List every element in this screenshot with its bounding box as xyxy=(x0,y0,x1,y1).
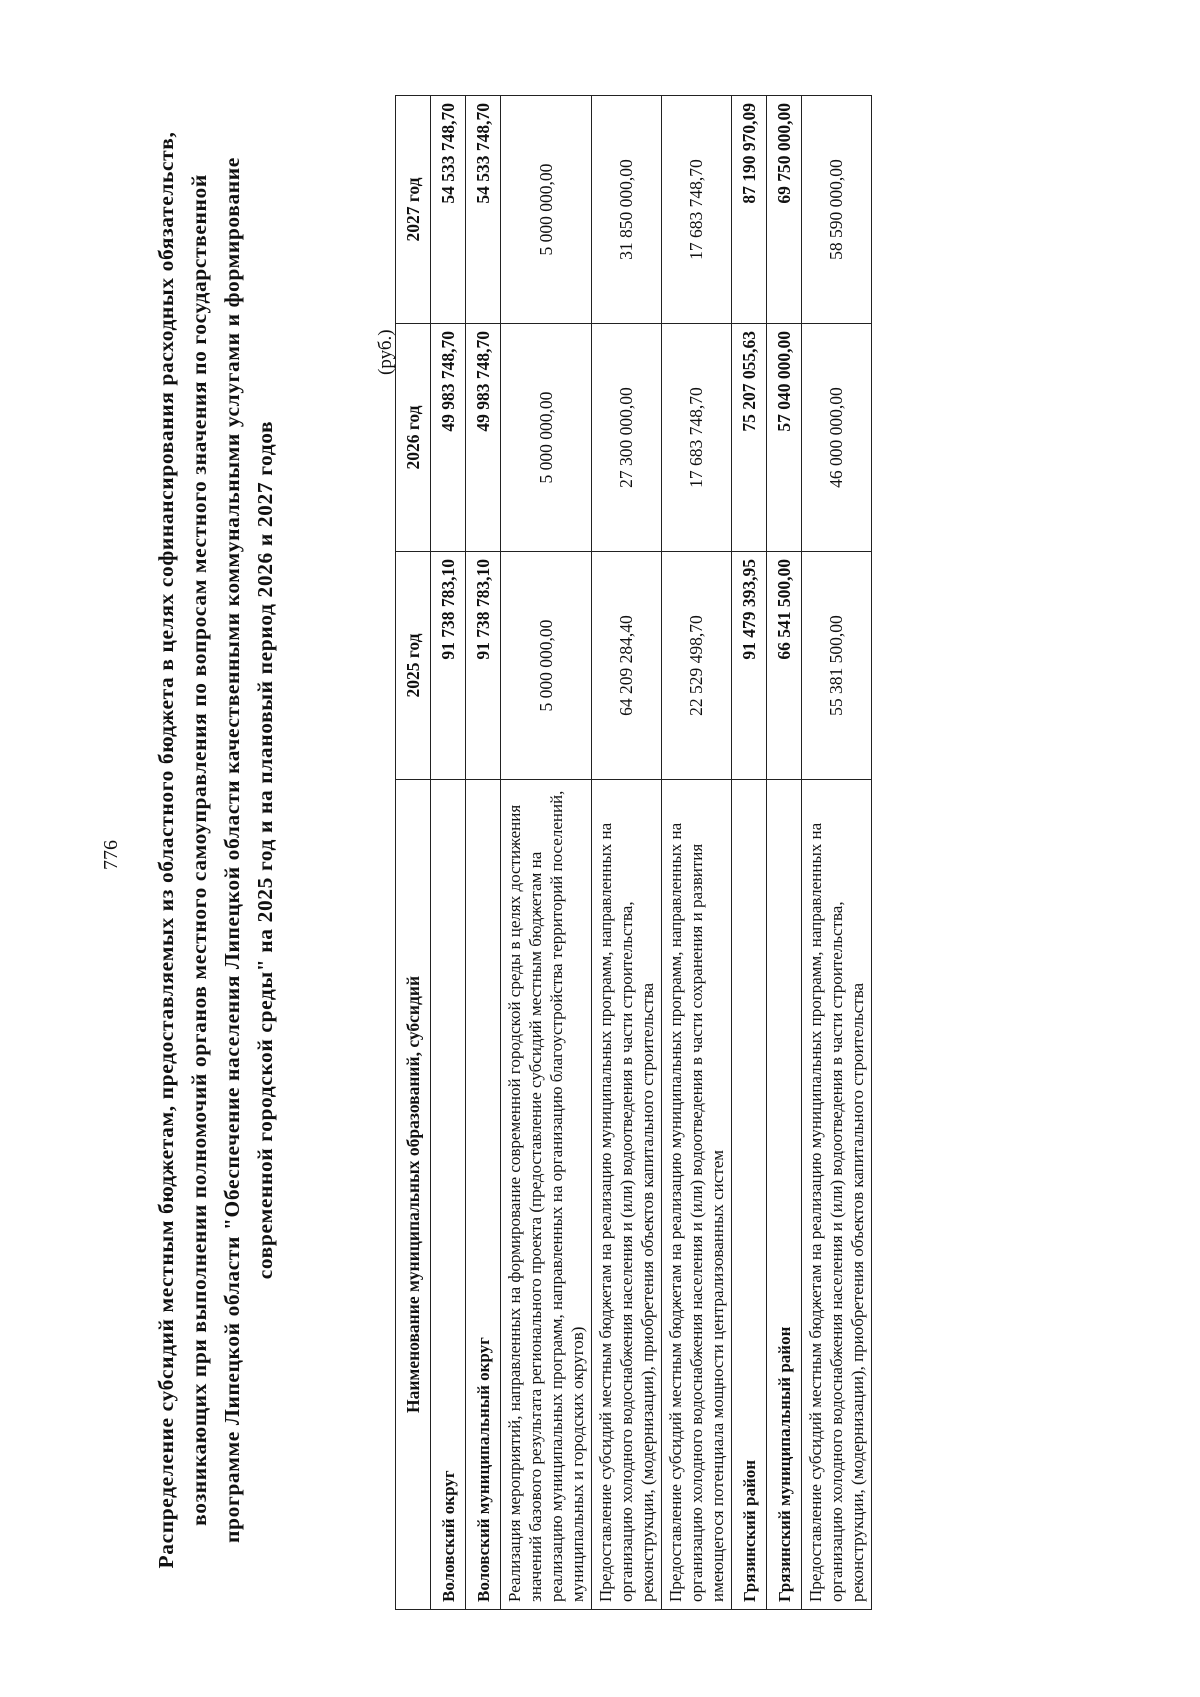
header-name: Наименование муниципальных образований, субсидий xyxy=(396,780,431,1610)
table-row xyxy=(431,96,466,1610)
row-value-2026: 75 207 055,63 xyxy=(732,324,767,552)
row-name: Воловский муниципальный округ xyxy=(466,780,501,1610)
row-value-2026: 27 300 000,00 xyxy=(592,324,662,552)
row-value-2027: 5 000 000,00 xyxy=(501,96,592,324)
row-value-2025: 5 000 000,00 xyxy=(501,552,592,780)
row-name: Воловский округ xyxy=(431,780,466,1610)
row-value-2027: 31 850 000,00 xyxy=(592,96,662,324)
row-value-2025: 55 381 500,00 xyxy=(802,552,872,780)
row-value-2027: 54 533 748,70 xyxy=(466,96,501,324)
row-value-2027: 69 750 000,00 xyxy=(767,96,802,324)
document-title: Распределение субсидий местным бюджетам, предоставляемых из областного бюджета в целях софинансирования расходных обязательств, возникающих при выполнении полномочий органов местного самоуправления по вопросам местного значения по государственной программе Липецкой области "Обеспечение населения Липецкой области качественными коммунальными услугами и формирование современной городской среды" на 2025 год и на плановый период 2026 и 2027 годов xyxy=(154,131,277,1569)
row-value-2025: 91 738 783,10 xyxy=(431,552,466,780)
table-row xyxy=(592,96,662,1610)
row-value-2026: 49 983 748,70 xyxy=(466,324,501,552)
table-row xyxy=(501,96,592,1610)
row-value-2025: 91 738 783,10 xyxy=(466,552,501,780)
table-row xyxy=(662,96,732,1610)
row-name: Грязинский район xyxy=(732,780,767,1610)
row-value-2027: 87 190 970,09 xyxy=(732,96,767,324)
row-value-2025: 91 479 393,95 xyxy=(732,552,767,780)
header-2025: 2025 год xyxy=(396,552,431,780)
unit-label: (руб.) xyxy=(375,329,396,375)
row-value-2026: 49 983 748,70 xyxy=(431,324,466,552)
page-number: 776 xyxy=(100,840,122,870)
row-value-2027: 17 683 748,70 xyxy=(662,96,732,324)
row-value-2027: 54 533 748,70 xyxy=(431,96,466,324)
header-2027: 2027 год xyxy=(396,96,431,324)
landscape-page xyxy=(40,40,1160,1660)
table-row xyxy=(466,96,501,1610)
row-value-2027: 58 590 000,00 xyxy=(802,96,872,324)
row-value-2025: 66 541 500,00 xyxy=(767,552,802,780)
row-value-2025: 64 209 284,40 xyxy=(592,552,662,780)
table-row xyxy=(732,96,767,1610)
row-name: Реализация мероприятий, направленных на формирование современной городской среды в целях достижения значений базового результата регионального проекта (предоставление субсидий местным бюджетам на реализацию муниципальных программ, направленных на организацию благоустройства территорий поселений, муниципальных и городских округов) xyxy=(501,780,592,1610)
row-value-2026: 5 000 000,00 xyxy=(501,324,592,552)
row-value-2026: 46 000 000,00 xyxy=(802,324,872,552)
table-header-row xyxy=(396,96,431,1610)
row-value-2025: 22 529 498,70 xyxy=(662,552,732,780)
row-name: Предоставление субсидий местным бюджетам на реализацию муниципальных программ, направленных на организацию холодного водоснабжения населения и (или) водоотведения в части строительства, реконструкции, (модернизации), приобретения объектов капитального строительства xyxy=(592,780,662,1610)
row-name: Предоставление субсидий местным бюджетам на реализацию муниципальных программ, направленных на организацию холодного водоснабжения населения и (или) водоотведения в части строительства, реконструкции, (модернизации), приобретения объектов капитального строительства xyxy=(802,780,872,1610)
row-value-2026: 57 040 000,00 xyxy=(767,324,802,552)
table-row xyxy=(767,96,802,1610)
table-row xyxy=(802,96,872,1610)
header-2026: 2026 год xyxy=(396,324,431,552)
row-name: Грязинский муниципальный район xyxy=(767,780,802,1610)
row-value-2026: 17 683 748,70 xyxy=(662,324,732,552)
subsidy-table xyxy=(395,95,872,1610)
row-name: Предоставление субсидий местным бюджетам на реализацию муниципальных программ, направленных на организацию холодного водоснабжения населения и (или) водоотведения в части сохранения и развития имеющегося потенциала мощности централизованных систем xyxy=(662,780,732,1610)
